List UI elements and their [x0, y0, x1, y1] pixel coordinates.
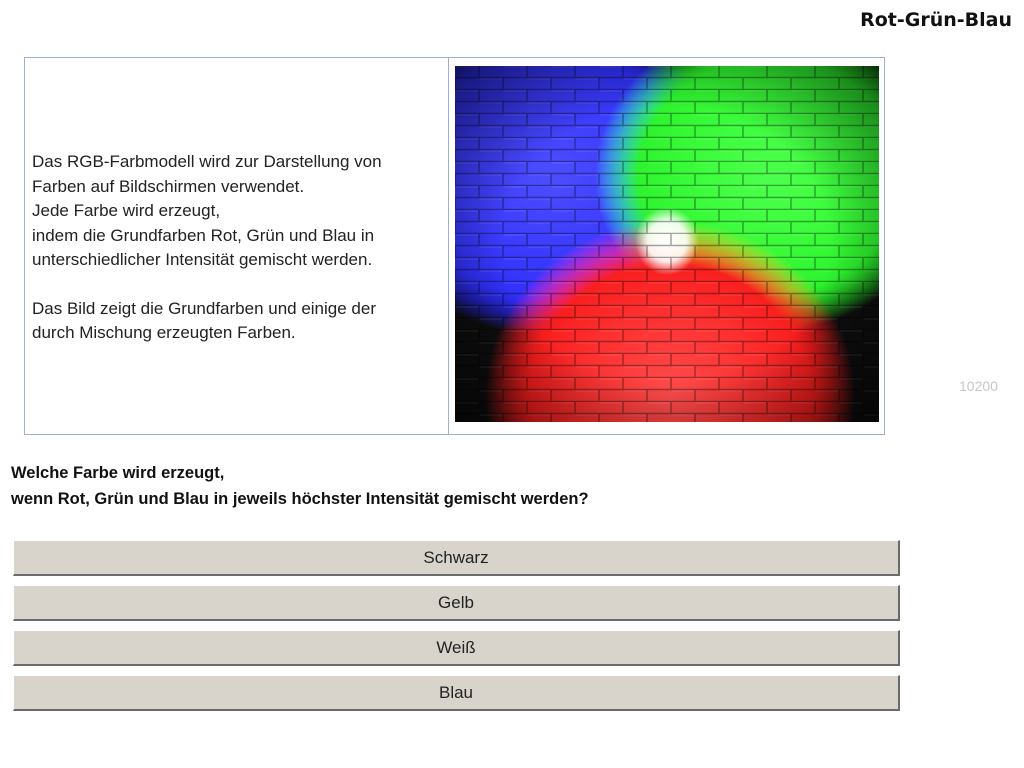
panel-divider: [448, 58, 449, 434]
page-title: Rot-Grün-Blau: [860, 9, 1012, 31]
info-line: durch Mischung erzeugten Farben.: [32, 323, 296, 342]
id-label: 10200: [959, 378, 998, 394]
answer-button-blau[interactable]: Blau: [13, 675, 900, 711]
question-line: wenn Rot, Grün und Blau in jeweils höchster Intensität gemischt werden?: [11, 490, 589, 508]
info-line: Das Bild zeigt die Grundfarben und einige der: [32, 298, 376, 318]
info-panel: [24, 57, 885, 435]
info-line: Das RGB-Farbmodell wird zur Darstellung von: [32, 152, 382, 171]
info-line: Farben auf Bildschirmen verwendet.: [32, 176, 305, 196]
info-line: unterschiedlicher Intensität gemischt werden.: [32, 250, 373, 269]
info-line: Jede Farbe wird erzeugt,: [32, 201, 221, 220]
info-text: [32, 150, 442, 346]
rgb-color-mixing-image: [455, 66, 879, 422]
info-line: indem die Grundfarben Rot, Grün und Blau in: [32, 225, 375, 245]
answer-button-weiss[interactable]: Weiß: [13, 630, 900, 666]
question-text: [11, 460, 911, 512]
question-line: Welche Farbe wird erzeugt,: [11, 464, 225, 482]
answer-button-schwarz[interactable]: Schwarz: [13, 540, 900, 576]
answer-button-gelb[interactable]: Gelb: [13, 585, 900, 621]
